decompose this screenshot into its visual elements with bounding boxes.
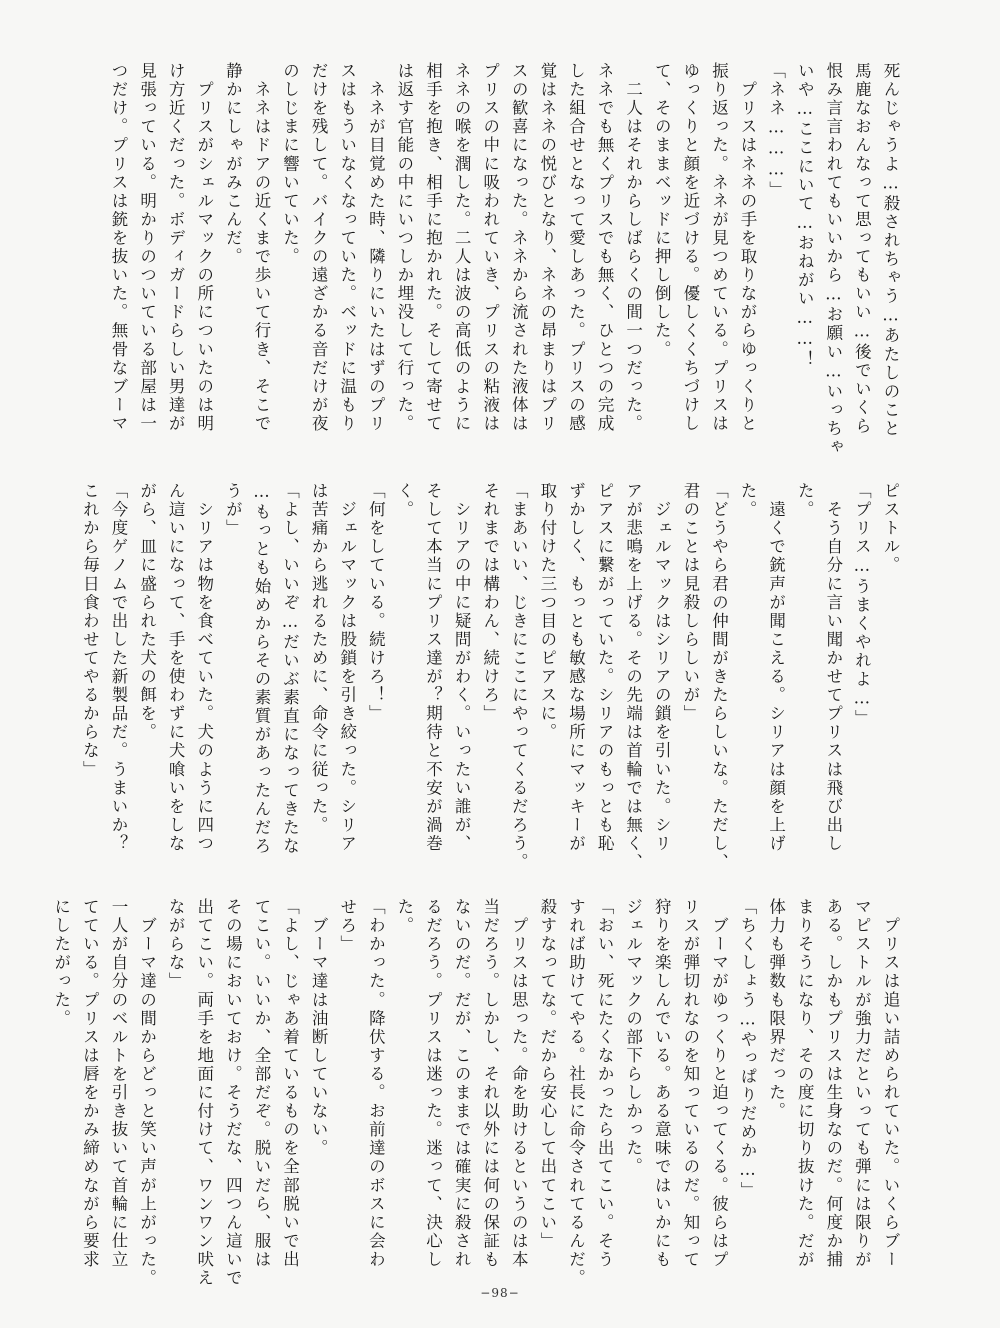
text-tier-top	[92, 62, 904, 462]
paragraph: 「何をしている。続けろ！」 ジェルマックは股鎖を引き絞った。シリア は苦痛から逃れるために、命令に従った。 「よし、いいぞ…だいぶ素直になってきたな …もっとも始めからその素質があったんだろ うが」 シリアは物を食べていた。犬のように四つ ん這いになって、手を使わずに犬喰いをしな がら、皿に盛られた犬の餌を。 「今度ゲノムで出した新製品だ。うまいか？ これから毎日食わせてやるからな」	[80, 482, 386, 856]
paragraph: プリスは追い詰められていた。いくらブー マピストルが強力だといっても弾には限りが ある。しかもプリスは生身なのだ。何度か捕 まりそうになり、その度に切り抜けた。だが 体力も弾数も限界だった。 「ちくしょう…やっぱりだめか…」 ブーマがゆっくりと迫ってくる。彼らはプ リスが弾切れなのを知っているのだ。知って 狩りを楽しんでいる。ある意味ではいかにも ジェルマックの部下らしかった。	[623, 898, 900, 1269]
text-tier-middle	[80, 482, 904, 882]
paragraph: 死んじゃうよ…殺されちゃう…あたしのこと 馬鹿なおんなって思ってもいい…後でいくら 恨み言言われてもいいから…お願い…いっちゃ いや…ここにいて…おねがい……！ 「ネネ………」	[766, 62, 900, 457]
paragraph: 「わかった。降伏する。お前達のボスに会わ せろ」 ブーマ達は油断していない。 「よし、じゃあ着ているものを全部脱いで出 てこい。いいか、全部だぞ。脱いだら、服は その場においておけ。そうだな、四つん這いで 出てこい。両手を地面に付けて、ワンワン吠え ながらな」 ブーマ達の間からどっと笑い声が上がった。 一人が自分のベルトを引き抜いて首輪に仕立 てている。プリスは唇をかみ締めながら要求 にしたがった。	[51, 898, 386, 1288]
page-number: −98−	[480, 1286, 520, 1300]
paragraph: プリスがシェルマックの所についたのは明 け方近くだった。ボディガードらしい男達が 見張っている。明かりのついている部屋は一 つだけ。プリスは銃を抜いた。無骨なブーマ	[108, 62, 214, 433]
paragraph: ジェルマックはシリアの鎖を引いた。シリ アが悲鳴を上げる。その先端は首輪では無く、 ピアスに繋がっていた。シリアのもっとも恥 ずかしく、もっとも敏感な場所にマッキーが 取り付けた三つ目のピアスに。 「まあいい、じきにここにやってくるだろう。 それまでは構わん、続けろ」 シリアの中に疑問がわく。いったい誰が、 そして本当にプリス達が？期待と不安が渦巻 く。	[394, 482, 672, 872]
paragraph: ネネが目覚めた時、隣りにいたはずのプリ スはもういなくなっていた。ベッドに温もり だけを残して。バイクの遠ざかる音だけが夜 のしじまに響いていた。 ネネはドアの近くまで歩いて行き、そこで 静かにしゃがみこんだ。	[223, 62, 386, 433]
paragraph: ピストル。 「プリス…うまくやれよ…」 そう自分に言い聞かせてプリスは飛び出し た。	[795, 482, 900, 853]
text-tier-bottom	[51, 898, 904, 1298]
paragraph: プリスはネネの手を取りながらゆっくりと 振り返った。ネネが見つめている。プリスは ゆっくりと顔を近づける。優しくくちづけし て、そのままベッドに押し倒した。	[652, 62, 758, 433]
paragraph: 「おい、死にたくなかったら出てこい。そう すれば助けてやる。社長に命令されてるんだ。 殺すなってな。だから安心して出てこい」 プリスは思った。命を助けるというのは本 当だろう。しかし、それ以外には何の保証も ないのだ。だが、このままでは確実に殺され るだろう。プリスは迷った。迷って、決心し た。	[394, 898, 615, 1288]
paragraph: 二人はそれからしばらくの間一つだった。 ネネでも無くプリスでも無く、ひとつの完成 した組合せとなって愛しあった。プリスの感 覚はネネの悦びとなり、ネネの昂まりはプリ スの歓喜になった。ネネから流された液体は プリスの中に吸われていき、プリスの粘液は ネネの喉を潤した。二人は波の高低のように 相手を抱き、相手に抱かれた。そして寄せて は返す官能の中にいつしか埋没して行った。	[394, 62, 643, 433]
paragraph: 遠くで銃声が聞こえる。シリアは顔を上げ た。 「どうやら君の仲間がきたらしいな。ただし、 君のことは見殺しらしいが」	[680, 482, 786, 872]
